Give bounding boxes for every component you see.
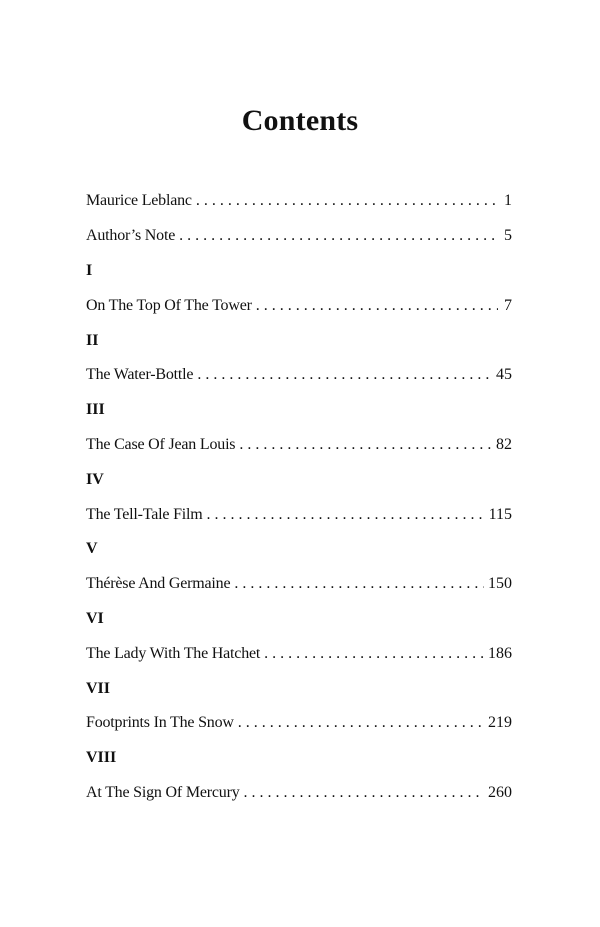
toc-entry[interactable] (86, 636, 512, 671)
toc-entry-title: The Water-Bottle (86, 366, 194, 384)
toc-entry[interactable] (86, 288, 512, 323)
toc-entry-page-number: 5 (504, 227, 512, 245)
dot-leader (244, 784, 485, 802)
dot-leader (196, 192, 498, 210)
toc-entry[interactable] (86, 497, 512, 532)
dot-leader (256, 297, 498, 315)
toc-entry-page-number: 260 (488, 783, 512, 801)
toc-entry[interactable] (86, 219, 512, 254)
toc-entry-page-number: 115 (488, 505, 512, 523)
toc-entry-page-number: 45 (496, 366, 512, 384)
dot-leader (207, 506, 485, 524)
chapter-number: VI (86, 609, 104, 627)
chapter-number: III (86, 401, 105, 419)
chapter-number: I (86, 261, 93, 279)
dot-leader (197, 366, 492, 384)
chapter-number: V (86, 540, 98, 558)
chapter-number: II (86, 331, 99, 349)
toc-entry-title: At The Sign Of Mercury (86, 783, 240, 801)
dot-leader (179, 227, 498, 245)
toc-entry[interactable] (86, 567, 512, 602)
toc-entry-title: Author’s Note (86, 227, 176, 245)
toc-entry[interactable] (86, 184, 512, 219)
toc-entry-page-number: 150 (488, 575, 512, 593)
toc-entry[interactable] (86, 428, 512, 463)
dot-leader (234, 575, 484, 593)
toc-entry-title: The Case Of Jean Louis (86, 435, 236, 453)
dot-leader (238, 714, 484, 732)
toc-entry[interactable] (86, 776, 512, 811)
toc-entry-title: On The Top Of The Tower (86, 296, 252, 314)
toc-entry-page-number: 82 (496, 435, 512, 453)
toc-entry[interactable] (86, 706, 512, 741)
page-title: Contents (241, 104, 359, 137)
chapter-number: IV (86, 470, 104, 488)
toc-entry-title: The Tell-Tale Film (86, 505, 203, 523)
toc-entry-page-number: 7 (504, 296, 512, 314)
dot-leader (239, 436, 492, 454)
table-of-contents (86, 184, 512, 810)
toc-entry-page-number: 1 (504, 192, 512, 210)
dot-leader (264, 645, 484, 663)
toc-entry-page-number: 219 (488, 714, 512, 732)
toc-entry-title: Thérèse And Germaine (86, 575, 231, 593)
toc-entry-title: The Lady With The Hatchet (86, 644, 261, 662)
toc-entry-title: Maurice Leblanc (86, 192, 192, 210)
chapter-number: VIII (86, 749, 117, 767)
chapter-number: VII (86, 679, 111, 697)
toc-entry[interactable] (86, 358, 512, 393)
toc-entry-page-number: 186 (488, 644, 512, 662)
toc-entry-title: Footprints In The Snow (86, 714, 234, 732)
